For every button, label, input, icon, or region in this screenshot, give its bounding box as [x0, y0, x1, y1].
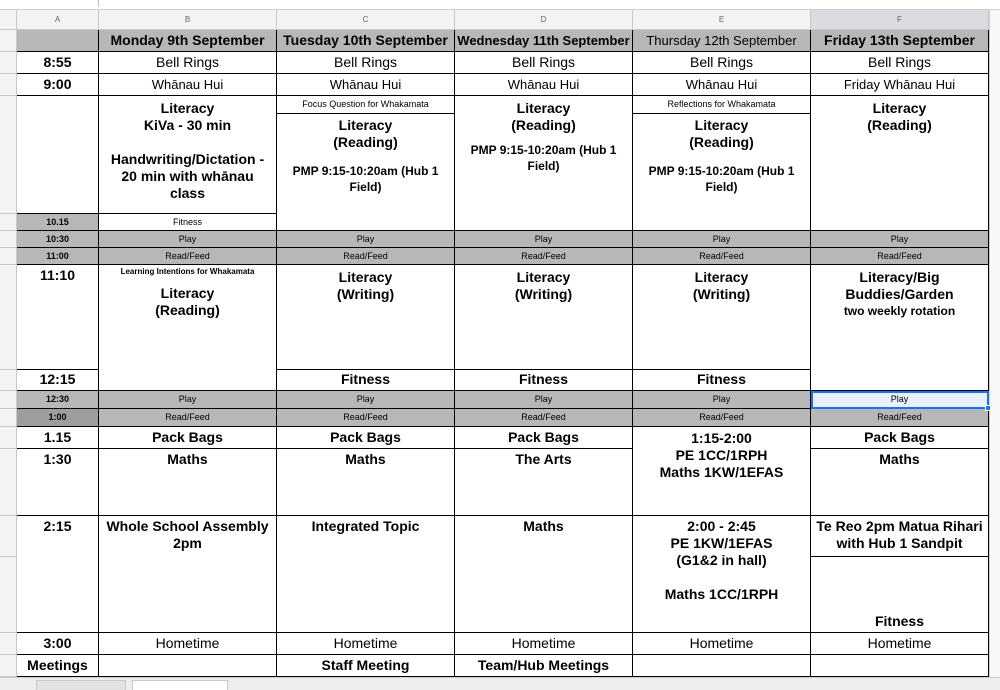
- row-header[interactable]: [0, 427, 17, 449]
- schedule-cell[interactable]: Fitness: [99, 214, 277, 231]
- cell-text: PMP 9:15-10:20am (Hub 1: [470, 143, 617, 157]
- schedule-cell[interactable]: Bell Rings: [455, 52, 633, 74]
- cell-text: Literacy/Big: [859, 269, 940, 285]
- schedule-cell[interactable]: Focus Question for Whakamata: [277, 96, 455, 114]
- schedule-cell-thursday-pe1[interactable]: [633, 427, 811, 516]
- schedule-cell-tuesday-reading[interactable]: [277, 114, 455, 231]
- cell-text: Literacy: [872, 100, 927, 116]
- schedule-cell[interactable]: Fitness: [277, 370, 455, 391]
- schedule-cell-wednesday-reading[interactable]: [455, 96, 633, 231]
- cell-text: PMP 9:15-10:20am (Hub 1: [292, 164, 439, 178]
- schedule-cell[interactable]: Play: [811, 231, 989, 248]
- column-header-c[interactable]: C: [277, 10, 455, 30]
- cell-text: (Reading): [333, 134, 398, 150]
- schedule-cell[interactable]: Reflections for Whakamata: [633, 96, 811, 114]
- day-header-friday[interactable]: Friday 13th September: [811, 30, 989, 52]
- schedule-cell[interactable]: Play: [455, 391, 633, 409]
- cell-text: Maths 1CC/1RPH: [664, 586, 779, 602]
- row-header[interactable]: [0, 231, 17, 248]
- schedule-cell-empty[interactable]: [811, 655, 989, 677]
- cell-text: (Writing): [514, 286, 573, 302]
- schedule-cell[interactable]: Hometime: [277, 633, 455, 655]
- row-header[interactable]: [0, 214, 17, 231]
- schedule-cell[interactable]: Read/Feed: [99, 409, 277, 427]
- fill-handle[interactable]: [985, 405, 991, 411]
- schedule-cell[interactable]: Friday Whānau Hui: [811, 74, 989, 96]
- cell-text: Literacy: [516, 269, 571, 285]
- column-header-e[interactable]: E: [633, 10, 811, 30]
- schedule-cell[interactable]: Pack Bags: [99, 427, 277, 449]
- schedule-cell[interactable]: Play: [277, 391, 455, 409]
- column-header-b[interactable]: B: [99, 10, 277, 30]
- schedule-cell[interactable]: Read/Feed: [455, 409, 633, 427]
- schedule-cell-wednesday-writing[interactable]: [455, 265, 633, 370]
- schedule-cell-friday-reading[interactable]: [811, 96, 989, 231]
- cell-text: Literacy: [694, 117, 749, 133]
- schedule-cell[interactable]: Whānau Hui: [455, 74, 633, 96]
- schedule-cell[interactable]: Hometime: [99, 633, 277, 655]
- cell-text: Buddies/Garden: [845, 286, 954, 302]
- schedule-cell-thursday-reading[interactable]: [633, 114, 811, 231]
- schedule-cell[interactable]: Fitness: [811, 557, 989, 633]
- schedule-cell-tuesday-writing[interactable]: [277, 265, 455, 370]
- row-header[interactable]: [0, 248, 17, 265]
- row-header[interactable]: [0, 391, 17, 409]
- day-header-monday[interactable]: Monday 9th September: [99, 30, 277, 52]
- cell-text: Te Reo 2pm Matua Rihari: [816, 518, 983, 534]
- time-cell-empty[interactable]: [17, 30, 99, 52]
- schedule-cell-empty[interactable]: [633, 655, 811, 677]
- schedule-cell-friday-rotation[interactable]: [811, 265, 989, 391]
- schedule-cell[interactable]: Pack Bags: [455, 427, 633, 449]
- time-cell[interactable]: 1.15: [17, 427, 99, 449]
- row-header[interactable]: [0, 557, 17, 633]
- schedule-cell[interactable]: Pack Bags: [277, 427, 455, 449]
- schedule-cell[interactable]: Read/Feed: [633, 248, 811, 265]
- schedule-cell-friday-reo[interactable]: [811, 516, 989, 557]
- schedule-cell-thursday-pe2[interactable]: [633, 516, 811, 633]
- schedule-cell-empty[interactable]: [99, 655, 277, 677]
- time-cell[interactable]: 2:15: [17, 516, 99, 633]
- schedule-cell[interactable]: Maths: [99, 449, 277, 516]
- row-header[interactable]: [0, 633, 17, 655]
- sheet-tab-bar: [0, 677, 1000, 690]
- time-cell[interactable]: 10:30: [17, 231, 99, 248]
- schedule-cell[interactable]: Bell Rings: [99, 52, 277, 74]
- cell-text: 1:15-2:00: [691, 430, 752, 446]
- schedule-cell[interactable]: Play: [99, 231, 277, 248]
- schedule-cell[interactable]: Fitness: [633, 370, 811, 391]
- time-cell[interactable]: 1:00: [17, 409, 99, 427]
- cell-text: 20 min with whānau: [121, 168, 254, 184]
- row-header[interactable]: [0, 409, 17, 427]
- select-all-corner[interactable]: [0, 10, 17, 30]
- cell-text: PE 1CC/1RPH: [675, 447, 768, 463]
- schedule-cell[interactable]: Pack Bags: [811, 427, 989, 449]
- vertical-scrollbar[interactable]: [989, 10, 1000, 677]
- schedule-cell[interactable]: Maths: [455, 516, 633, 633]
- row-header[interactable]: [0, 655, 17, 677]
- schedule-cell[interactable]: Read/Feed: [277, 248, 455, 265]
- cell-text: KiVa - 30 min: [143, 117, 232, 133]
- schedule-cell[interactable]: Fitness: [455, 370, 633, 391]
- schedule-cell[interactable]: Maths: [277, 449, 455, 516]
- schedule-cell[interactable]: Team/Hub Meetings: [455, 655, 633, 677]
- cell-text: Field): [705, 180, 738, 194]
- sheet-tab-active[interactable]: [132, 680, 228, 690]
- schedule-cell[interactable]: Hometime: [633, 633, 811, 655]
- cell-text: Maths 1KW/1EFAS: [659, 464, 784, 480]
- cell-text: 2pm: [173, 535, 202, 551]
- row-header[interactable]: [0, 370, 17, 391]
- schedule-cell-monday-literacy[interactable]: [99, 96, 277, 214]
- schedule-cell[interactable]: Play: [277, 231, 455, 248]
- column-header-d[interactable]: D: [455, 10, 633, 30]
- schedule-cell[interactable]: Read/Feed: [633, 409, 811, 427]
- cell-text: two weekly rotation: [843, 304, 956, 318]
- time-cell[interactable]: 11:00: [17, 248, 99, 265]
- schedule-cell-monday-assembly[interactable]: [99, 516, 277, 633]
- schedule-cell[interactable]: The Arts: [455, 449, 633, 516]
- schedule-cell[interactable]: Whānau Hui: [99, 74, 277, 96]
- time-cell[interactable]: 10.15: [17, 214, 99, 231]
- schedule-cell[interactable]: Integrated Topic: [277, 516, 455, 633]
- row-header[interactable]: [0, 30, 17, 52]
- schedule-cell[interactable]: Play: [455, 231, 633, 248]
- schedule-cell[interactable]: Read/Feed: [811, 248, 989, 265]
- time-cell-empty[interactable]: [17, 96, 99, 214]
- day-header-thursday[interactable]: Thursday 12th September: [633, 30, 811, 52]
- time-cell[interactable]: 11:10: [17, 265, 99, 370]
- cell-text: (Reading): [867, 117, 932, 133]
- time-cell[interactable]: 9:00: [17, 74, 99, 96]
- schedule-cell[interactable]: Play: [633, 391, 811, 409]
- schedule-cell[interactable]: Maths: [811, 449, 989, 516]
- schedule-cell[interactable]: Bell Rings: [277, 52, 455, 74]
- row-header[interactable]: [0, 74, 17, 96]
- schedule-cell-monday-reading[interactable]: [99, 265, 277, 391]
- row-header[interactable]: [0, 96, 17, 214]
- sheet-tab[interactable]: [36, 680, 126, 690]
- cell-text: Whole School Assembly: [106, 518, 269, 534]
- row-header[interactable]: [0, 516, 17, 557]
- schedule-cell[interactable]: Play: [99, 391, 277, 409]
- row-header[interactable]: [0, 449, 17, 516]
- formula-bar-edge: [0, 0, 1000, 10]
- row-header[interactable]: [0, 52, 17, 74]
- schedule-cell[interactable]: Bell Rings: [811, 52, 989, 74]
- cell-text: Literacy: [694, 269, 749, 285]
- schedule-cell-thursday-writing[interactable]: [633, 265, 811, 370]
- cell-text: (Reading): [511, 117, 576, 133]
- cell-text: Field): [527, 159, 560, 173]
- schedule-cell[interactable]: Read/Feed: [455, 248, 633, 265]
- cell-text: PE 1KW/1EFAS: [670, 535, 773, 551]
- time-cell[interactable]: 8:55: [17, 52, 99, 74]
- schedule-cell[interactable]: Staff Meeting: [277, 655, 455, 677]
- time-cell[interactable]: 12:15: [17, 370, 99, 391]
- schedule-cell[interactable]: Bell Rings: [633, 52, 811, 74]
- schedule-cell[interactable]: Whānau Hui: [277, 74, 455, 96]
- column-header-f[interactable]: F: [811, 10, 989, 30]
- time-cell[interactable]: Meetings: [17, 655, 99, 677]
- time-cell[interactable]: 3:00: [17, 633, 99, 655]
- cell-text: Literacy: [338, 117, 393, 133]
- day-header-wednesday[interactable]: Wednesday 11th September: [455, 30, 633, 52]
- cell-text: 2:00 - 2:45: [687, 518, 756, 534]
- schedule-cell[interactable]: Play: [633, 231, 811, 248]
- cell-text: Handwriting/Dictation -: [110, 151, 265, 167]
- schedule-cell[interactable]: Read/Feed: [99, 248, 277, 265]
- cell-text: with Hub 1 Sandpit: [836, 535, 963, 551]
- column-header-a[interactable]: A: [17, 10, 99, 30]
- schedule-cell[interactable]: Hometime: [455, 633, 633, 655]
- cell-text: (Writing): [336, 286, 395, 302]
- cell-text: Literacy: [160, 285, 215, 301]
- cell-text: (Reading): [155, 302, 220, 318]
- schedule-cell[interactable]: Read/Feed: [811, 409, 989, 427]
- schedule-cell-selected[interactable]: Play: [811, 391, 989, 409]
- schedule-cell[interactable]: Read/Feed: [277, 409, 455, 427]
- cell-text: class: [169, 185, 206, 201]
- time-cell[interactable]: 12:30: [17, 391, 99, 409]
- row-header[interactable]: [0, 265, 17, 370]
- cell-text: Literacy: [338, 269, 393, 285]
- cell-text: Learning Intentions for Whakamata: [120, 267, 255, 276]
- time-cell[interactable]: 1:30: [17, 449, 99, 516]
- day-header-tuesday[interactable]: Tuesday 10th September: [277, 30, 455, 52]
- cell-text: (G1&2 in hall): [676, 552, 767, 568]
- cell-text: PMP 9:15-10:20am (Hub 1: [648, 164, 795, 178]
- cell-text: Field): [349, 180, 382, 194]
- schedule-cell[interactable]: Whānau Hui: [633, 74, 811, 96]
- cell-text: Literacy: [160, 100, 215, 116]
- cell-text: (Reading): [689, 134, 754, 150]
- cell-text: Literacy: [516, 100, 571, 116]
- cell-text: (Writing): [692, 286, 751, 302]
- schedule-cell[interactable]: Hometime: [811, 633, 989, 655]
